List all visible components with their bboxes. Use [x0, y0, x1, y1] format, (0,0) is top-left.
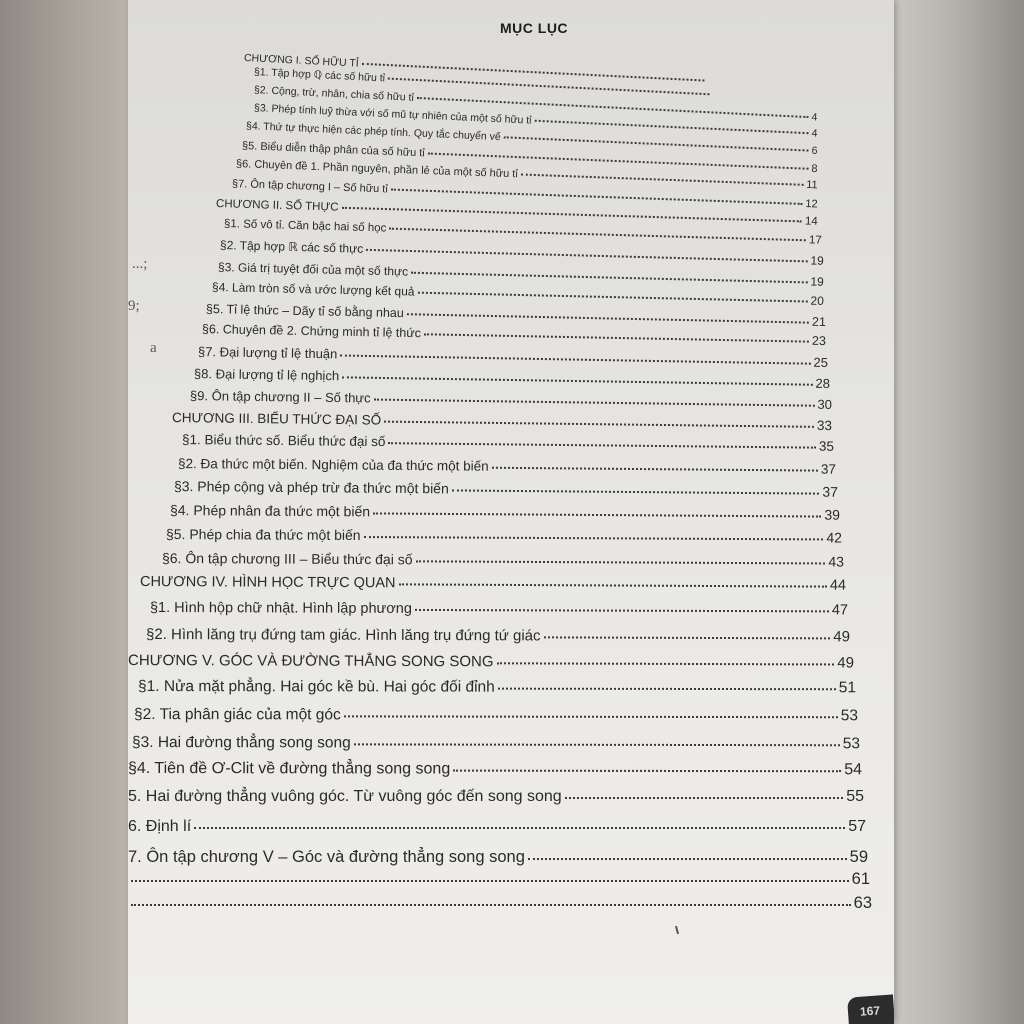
desk-right [892, 0, 1024, 1024]
toc-entry-title: §2. Tia phân giác của một góc [133, 706, 341, 724]
toc-page-number: 42 [826, 529, 843, 546]
toc-entry [132, 734, 860, 753]
dot-leader [354, 742, 840, 746]
dot-leader [497, 661, 835, 665]
toc-entry [128, 894, 872, 913]
dot-leader [342, 375, 812, 385]
toc-entry [138, 678, 856, 697]
toc-entry [128, 760, 862, 779]
toc-page-number: 11 [805, 178, 818, 192]
toc-entry-title: §8. Đại lượng tỉ lệ nghịch [193, 366, 340, 384]
toc-entry-title: §1. Tập hợp ℚ các số hữu tỉ [253, 66, 386, 85]
dot-leader [389, 227, 806, 242]
toc-page-number: 37 [820, 461, 837, 477]
dot-leader [388, 441, 816, 448]
toc-entry [128, 788, 864, 806]
toc-entry-title: §4. Phép nhân đa thức một biến [169, 502, 371, 520]
dot-leader [194, 826, 845, 829]
dot-leader [498, 687, 836, 691]
toc-entry-title: §5. Phép chia đa thức một biến [165, 526, 361, 544]
toc-page-number: 47 [831, 602, 849, 619]
dot-leader [424, 332, 809, 342]
toc-entry [172, 410, 832, 433]
toc-page-number: 17 [808, 234, 822, 247]
toc-entry [134, 706, 858, 725]
toc-page-number: 55 [846, 788, 864, 805]
toc-entry-title: §1. Biểu thức số. Biểu thức đại số [181, 432, 386, 450]
desk-left [0, 0, 128, 1024]
toc-entry-title: §2. Đa thức một biến. Nghiệm của đa thức một biến [177, 456, 489, 474]
toc-entry [162, 550, 844, 570]
toc-entry-title: §3. Giá trị tuyệt đối của một số thực [217, 260, 409, 279]
toc-entry-title: §5. Biểu diễn thập phân của số hữu tỉ [241, 140, 425, 160]
toc-page-number: 23 [811, 333, 827, 348]
toc-page-number: 30 [817, 396, 833, 412]
toc-page-number: 39 [824, 506, 841, 523]
toc-entry-title: §6. Ôn tập chương III – Biểu thức đại số [161, 550, 413, 568]
dot-leader [341, 206, 802, 223]
toc-page-number: 49 [837, 654, 855, 672]
toc-entry-title: 7. Ôn tập chương V – Góc và đường thẳng song song [128, 848, 525, 866]
toc-entry-title: CHƯƠNG V. GÓC VÀ ĐƯỜNG THẲNG SONG SONG [128, 652, 494, 671]
dot-leader [340, 353, 810, 364]
toc-entry-title: CHƯƠNG IV. HÌNH HỌC TRỰC QUAN [139, 574, 396, 592]
page-number-badge: 167 [847, 994, 894, 1024]
dot-leader [528, 857, 847, 860]
toc-entry-title: §4. Tiên đề Ơ-Clit về đường thẳng song song [128, 760, 451, 778]
toc-entry [166, 526, 842, 546]
toc-entry-title: §7. Ôn tập chương I – Số hữu tỉ [231, 178, 388, 196]
toc-entry-title: §5. Tỉ lệ thức – Dãy tỉ số bằng nhau [205, 302, 404, 321]
toc-page-number: 59 [849, 848, 868, 866]
toc-entry-title: §4. Làm tròn số và ước lượng kết quả [211, 280, 415, 299]
toc-entry-title: CHƯƠNG III. BIỂU THỨC ĐẠI SỐ [171, 410, 382, 428]
toc-entry-title: §2. Tập hợp ℝ các số thực [219, 238, 364, 256]
dot-leader [417, 291, 807, 303]
toc-page-number: 4 [811, 127, 818, 140]
toc-entry [128, 848, 868, 867]
dot-leader [415, 559, 825, 564]
toc-entry-title: §7. Đại lượng tỉ lệ thuận [197, 344, 338, 362]
toc-entry [128, 818, 866, 836]
dot-leader [344, 714, 838, 718]
toc-entry [182, 432, 834, 454]
dot-leader [411, 271, 807, 284]
dot-leader [391, 188, 803, 205]
dot-leader [453, 769, 841, 773]
dot-leader [131, 879, 849, 882]
dot-leader [544, 635, 831, 639]
toc-entry [190, 388, 832, 412]
toc-entry-title: §3. Hai đường thẳng song song [131, 734, 351, 752]
toc-entry-title: §2. Cộng, trừ, nhân, chia số hữu tỉ [253, 84, 415, 104]
margin-mark: ...; [132, 256, 148, 272]
toc-entry [174, 478, 838, 500]
dot-leader [374, 398, 815, 407]
toc-entry [140, 574, 846, 594]
toc-entry-title: §6. Chuyên đề 2. Chứng minh tỉ lệ thức [201, 322, 422, 341]
toc-entry-title: 6. Định lí [128, 818, 192, 835]
toc-page-number: 21 [811, 314, 827, 329]
toc-page-number: 51 [838, 679, 857, 697]
toc-page-number: 57 [848, 818, 866, 835]
toc-entry [178, 456, 836, 477]
toc-entry [128, 870, 870, 889]
toc-page-number: 8 [811, 162, 818, 176]
toc-page-number: 53 [842, 735, 861, 753]
toc-page-number: 28 [815, 375, 831, 391]
dot-leader [565, 796, 844, 799]
toc-page-number: 43 [828, 553, 845, 570]
toc-page-number: 35 [818, 438, 835, 454]
toc-entry-title: §3. Phép tính luỹ thừa với số mũ tự nhiên của một số hữu tỉ [253, 102, 532, 127]
page-title: MỤC LỤC [500, 20, 569, 36]
toc-page-number: 19 [810, 253, 824, 268]
toc-entry-title: §1. Hình hộp chữ nhật. Hình lập phương [149, 600, 412, 617]
dot-leader [407, 312, 809, 323]
toc-page-number: 37 [822, 483, 839, 500]
toc-page-number: 25 [813, 354, 829, 370]
toc-entry-title: §1. Nửa mặt phẳng. Hai góc kề bù. Hai góc đối đỉnh [137, 678, 495, 696]
toc-page-number: 6 [811, 144, 818, 157]
toc-page-number: 63 [853, 894, 872, 912]
toc-page-number: 20 [810, 293, 825, 308]
toc-entry [170, 502, 840, 523]
toc-page-number: 54 [844, 761, 863, 779]
toc-entry-title: §2. Hình lăng trụ đứng tam giác. Hình lăng trụ đứng tứ giác [145, 626, 541, 645]
toc-entry-title: §1. Số vô tỉ. Căn bậc hai số học [223, 218, 387, 235]
toc-entry-title: §9. Ôn tập chương II – Số thực [189, 388, 371, 406]
paper-speck [675, 926, 679, 934]
toc-page-number: 33 [816, 417, 833, 434]
toc-page-number: 12 [805, 198, 818, 211]
dot-leader [521, 172, 804, 185]
dot-leader [415, 608, 829, 612]
toc-entry-title: CHƯƠNG II. SỐ THỰC [215, 198, 339, 214]
toc-page-number: 44 [829, 577, 847, 594]
toc-page-number: 61 [851, 870, 870, 888]
margin-mark: a [150, 340, 157, 356]
toc-entry-title: §3. Phép cộng và phép trừ đa thức một biến [173, 478, 449, 497]
dot-leader [504, 135, 809, 151]
toc-entry-title: §6. Chuyên đề 1. Phần nguyên, phần lẻ của một số hữu tỉ [235, 158, 518, 181]
margin-mark: 9; [128, 298, 140, 314]
toc-entry-title: CHƯƠNG I. SỐ HỮU TỈ [243, 52, 359, 70]
toc-page-number: 53 [840, 707, 859, 725]
toc-page-number: 19 [810, 274, 824, 289]
toc-entry [128, 652, 854, 672]
toc-entry [150, 600, 848, 618]
dot-leader [131, 903, 851, 906]
dot-leader [364, 535, 824, 540]
toc-entry [198, 344, 828, 370]
dot-leader [452, 488, 820, 494]
toc-page-number: 49 [833, 628, 851, 646]
dot-leader [366, 248, 807, 263]
toc-page-number: 4 [811, 111, 818, 124]
dot-leader [384, 420, 814, 428]
dot-leader [399, 582, 827, 587]
dot-leader [492, 466, 818, 472]
book-page [128, 0, 894, 1024]
toc-entry-title: 5. Hai đường thẳng vuông góc. Từ vuông góc đến song song [128, 788, 562, 805]
toc-entry [146, 626, 850, 645]
toc-entry [194, 366, 830, 391]
toc-entry-title: §4. Thứ tự thực hiện các phép tính. Quy tắc chuyển vế [245, 120, 501, 144]
toc-page-number: 14 [804, 215, 818, 228]
dot-leader [373, 511, 821, 517]
